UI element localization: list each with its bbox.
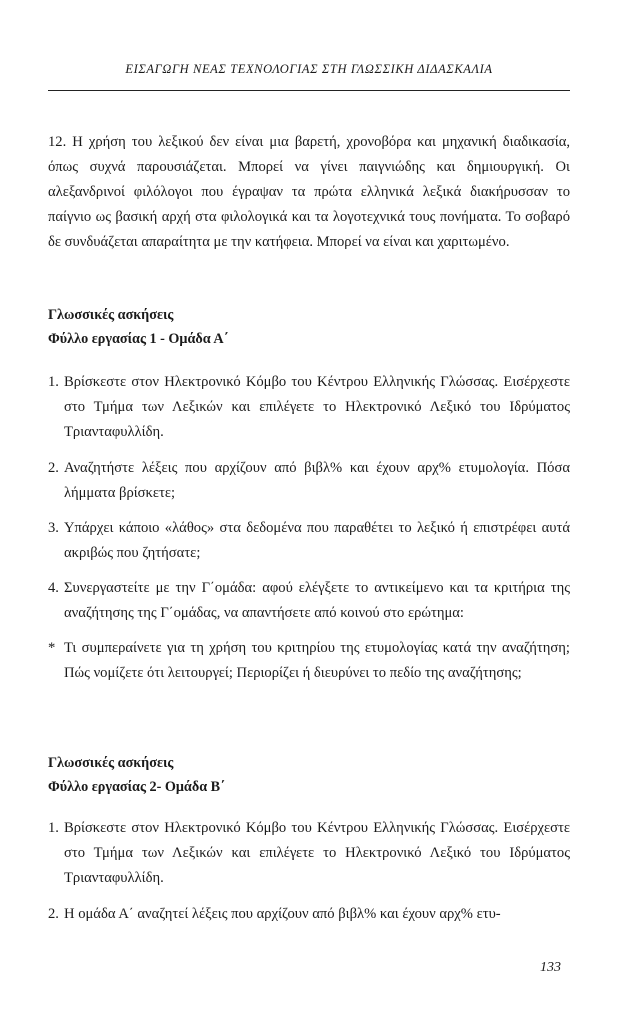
list-item	[48, 816, 570, 891]
list-item	[48, 576, 570, 626]
item-text: Τι συμπεραίνετε για τη χρήση του κριτηρίου της ετυμολογίας κατά την αναζήτηση; Πώς νομίζετε ότι λειτουργεί; Περιορίζει ή διευρύνει το πεδίο της αναζήτησης;	[64, 640, 570, 681]
section-b-heading: Γλωσσικές ασκήσεις	[48, 755, 174, 771]
item-number: 3.	[48, 520, 59, 536]
section-a-heading: Γλωσσικές ασκήσεις	[48, 307, 174, 323]
list-item	[48, 516, 570, 566]
item-text: Η ομάδα Α΄ αναζητεί λέξεις που αρχίζουν από βιβλ% και έχουν αρχ% ετυ-	[64, 906, 501, 922]
section-b-worksheet-title: Φύλλο εργασίας 2- Ομάδα Β΄	[48, 779, 225, 795]
list-item	[48, 636, 570, 686]
item-number: 1.	[48, 374, 59, 390]
header-rule	[48, 90, 570, 91]
item-text: Συνεργαστείτε με την Γ΄ομάδα: αφού ελέγξετε το αντικείμενο και τα κριτήρια της αναζήτησης της Γ΄ομάδας, να απαντήσετε από κοινού στο ερώτημα:	[64, 580, 570, 621]
list-item	[48, 456, 570, 506]
item-number: 2.	[48, 906, 59, 922]
running-header: ΕΙΣΑΓΩΓΗ ΝΕΑΣ ΤΕΧΝΟΛΟΓΙΑΣ ΣΤΗ ΓΛΩΣΣΙΚΗ ΔΙΔΑΣΚΑΛΙΑ	[125, 62, 493, 76]
item-number: 2.	[48, 460, 59, 476]
item-text: Βρίσκεστε στον Ηλεκτρονικό Κόμβο του Κέντρου Ελληνικής Γλώσσας. Εισέρχεστε στο Τμήμα των Λεξικών και επιλέγετε το Ηλεκτρονικό Λεξικό του Ιδρύματος Τριανταφυλλίδη.	[64, 374, 570, 440]
list-item	[48, 370, 570, 445]
list-item	[48, 902, 570, 927]
intro-paragraph: 12. Η χρήση του λεξικού δεν είναι μια βαρετή, χρονοβόρα και μηχανική διαδικασία, όπως συχνά παρουσιάζεται. Μπορεί να γίνει παιγνιώδης και δημιουργική. Οι αλεξανδρινοί φιλόλογοι που έγραψαν τα πρώτα ελληνικά λεξικά διακήρυσσαν το παίγνιο ως βασική αρχή στα φιλολογικά και τα λογοτεχνικά τους πονήματα. Το σοβαρό δε συνδυάζεται απαραίτητα με την κατήφεια. Μπορεί να είναι και χαριτωμένο.	[48, 134, 570, 250]
section-a-worksheet-title: Φύλλο εργασίας 1 - Ομάδα Α΄	[48, 331, 229, 347]
item-text: Αναζητήστε λέξεις που αρχίζουν από βιβλ% και έχουν αρχ% ετυμολογία. Πόσα λήμματα βρίσκετε;	[64, 460, 570, 501]
page-number: 133	[540, 960, 561, 975]
item-bullet: *	[48, 640, 56, 656]
item-text: Υπάρχει κάποιο «λάθος» στα δεδομένα που παραθέτει το λεξικό ή επιστρέφει αυτά ακριβώς που ζητήσατε;	[64, 520, 570, 561]
item-number: 1.	[48, 820, 59, 836]
item-number: 4.	[48, 580, 59, 596]
item-text: Βρίσκεστε στον Ηλεκτρονικό Κόμβο του Κέντρου Ελληνικής Γλώσσας. Εισέρχεστε στο Τμήμα των Λεξικών και επιλέγετε το Ηλεκτρονικό Λεξικό του Ιδρύματος Τριανταφυλλίδη.	[64, 820, 570, 886]
